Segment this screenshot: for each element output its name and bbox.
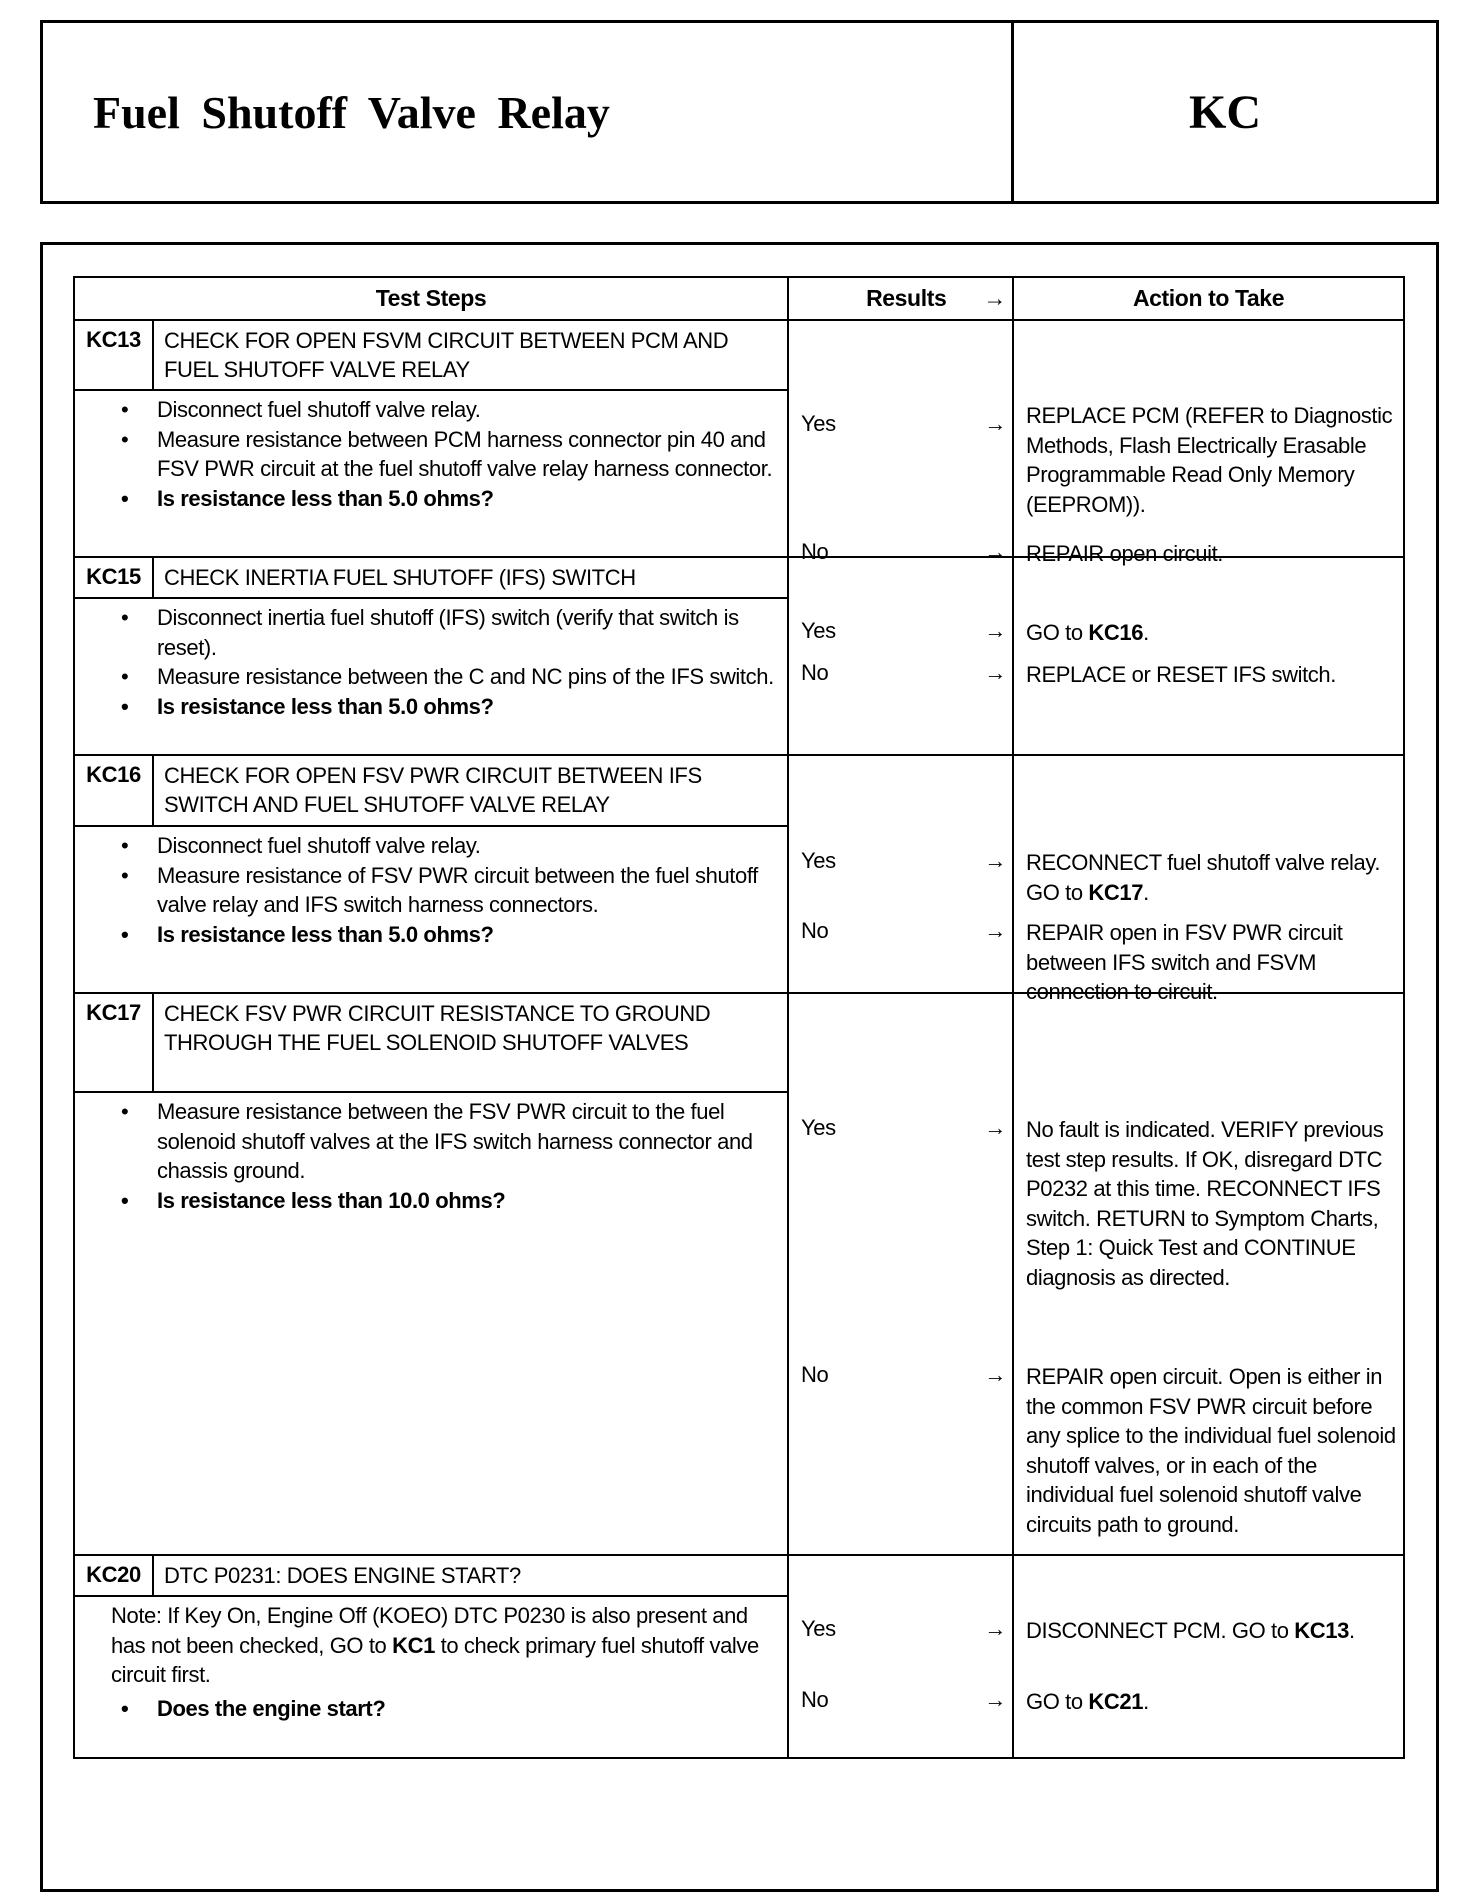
step-body <box>74 826 788 993</box>
result-label: No <box>801 1687 829 1712</box>
step-title-row <box>74 320 1404 390</box>
step-question: • Does the engine start? <box>119 1694 777 1724</box>
step-title: CHECK FSV PWR CIRCUIT RESISTANCE TO GROUND THROUGH THE FUEL SOLENOID SHUTOFF VALVES <box>153 993 788 1092</box>
action-suffix: . <box>1348 1618 1355 1643</box>
step-instruction: • Disconnect inertia fuel shutoff (IFS) switch (verify that switch is reset). <box>119 603 777 662</box>
table-header-row <box>74 277 1404 320</box>
result-label: Yes <box>801 411 836 436</box>
step-instruction: • Measure resistance between the FSV PWR circuit to the fuel solenoid shutoff valves at the IFS switch harness connector and chassis ground. <box>119 1097 777 1186</box>
result-no <box>801 918 1006 944</box>
arrow-right-icon: → <box>983 285 1007 311</box>
step-title: DTC P0231: DOES ENGINE START? <box>153 1555 788 1596</box>
result-yes <box>801 1616 1006 1642</box>
arrow-right-icon: → <box>984 1362 1007 1387</box>
result-label: Yes <box>801 618 836 643</box>
action-text <box>1026 401 1397 519</box>
step-title: CHECK FOR OPEN FSVM CIRCUIT BETWEEN PCM AND FUEL SHUTOFF VALVE RELAY <box>153 320 788 390</box>
page-header <box>40 20 1439 204</box>
header-results <box>788 277 1013 320</box>
step-title-row <box>74 1555 1404 1596</box>
action-cell <box>1013 993 1404 1555</box>
result-yes <box>801 618 1006 644</box>
result-label: Yes <box>801 848 836 873</box>
arrow-right-icon: → <box>984 1687 1007 1712</box>
result-no <box>801 660 1006 686</box>
action-label: GO to <box>1026 1689 1089 1714</box>
action-label: GO to <box>1026 620 1089 645</box>
step-title: CHECK FOR OPEN FSV PWR CIRCUIT BETWEEN IFS SWITCH AND FUEL SHUTOFF VALVE RELAY <box>153 755 788 826</box>
step-question: • Is resistance less than 5.0 ohms? <box>119 484 777 514</box>
action-label: DISCONNECT PCM. GO to <box>1026 1618 1295 1643</box>
results-cell <box>788 755 1013 993</box>
step-note <box>111 1601 777 1690</box>
step-title-row <box>74 755 1404 826</box>
action-text <box>1026 660 1397 690</box>
action-suffix: . <box>1143 620 1149 645</box>
section-code: KC <box>1189 85 1261 139</box>
diagnostic-table <box>73 276 1405 1759</box>
results-cell <box>788 557 1013 755</box>
results-cell <box>788 1555 1013 1758</box>
arrow-right-icon: → <box>984 848 1007 873</box>
action-suffix: . <box>1143 1689 1149 1714</box>
step-instruction: • Measure resistance between PCM harness connector pin 40 and FSV PWR circuit at the fuel shutoff valve relay harness connector. <box>119 425 777 484</box>
step-body <box>74 390 788 557</box>
action-text <box>1026 1362 1397 1539</box>
step-instruction: • Disconnect fuel shutoff valve relay. <box>119 395 777 425</box>
action-text <box>1026 848 1397 907</box>
arrow-right-icon: → <box>984 539 1007 564</box>
action-label: REPAIR open circuit. <box>1026 541 1224 566</box>
note-text: to check primary fuel shutoff valve circuit first. <box>111 1632 759 1687</box>
result-label: No <box>801 660 829 685</box>
step-question: • Is resistance less than 5.0 ohms? <box>119 692 777 722</box>
results-cell <box>788 320 1013 564</box>
arrow-right-icon: → <box>984 618 1007 643</box>
step-id: KC13 <box>74 320 153 390</box>
arrow-right-icon: → <box>984 918 1007 943</box>
header-results-label: Results <box>866 285 947 311</box>
action-label: REPAIR open in FSV PWR circuit between IFS switch and FSVM connection to circuit. <box>1026 920 1343 1004</box>
arrow-right-icon: → <box>984 411 1007 436</box>
step-reference: KC16 <box>1088 620 1144 645</box>
step-instruction: • Disconnect fuel shutoff valve relay. <box>119 831 777 861</box>
action-cell <box>1013 1555 1404 1758</box>
action-cell <box>1013 320 1404 566</box>
step-body <box>74 1596 788 1758</box>
action-label: REPLACE or RESET IFS switch. <box>1026 662 1336 687</box>
step-id: KC15 <box>74 557 153 598</box>
step-title-row <box>74 557 1404 598</box>
header-test-steps: Test Steps <box>74 277 788 320</box>
step-body <box>74 598 788 755</box>
page-title: Fuel Shutoff Valve Relay <box>43 23 1014 201</box>
arrow-right-icon: → <box>984 1616 1007 1641</box>
step-reference: KC1 <box>392 1632 435 1658</box>
arrow-right-icon: → <box>984 660 1007 685</box>
action-label: REPAIR open circuit. Open is either in the common FSV PWR circuit before any splice to the individual fuel solenoid shutoff valves, or in each of the individual fuel solenoid shutoff valve circuits path to ground. <box>1026 1364 1396 1537</box>
step-title-row <box>74 993 1404 1092</box>
results-cell <box>788 993 1013 1555</box>
step-id: KC16 <box>74 755 153 826</box>
arrow-right-icon: → <box>984 1115 1007 1140</box>
action-text <box>1026 1115 1397 1292</box>
action-label: RECONNECT fuel shutoff valve relay. GO to <box>1026 850 1381 905</box>
step-instruction: • Measure resistance between the C and NC pins of the IFS switch. <box>119 662 777 692</box>
step-id: KC20 <box>74 1555 153 1596</box>
step-reference: KC21 <box>1088 1689 1144 1714</box>
step-title: CHECK INERTIA FUEL SHUTOFF (IFS) SWITCH <box>153 557 788 598</box>
action-label: No fault is indicated. VERIFY previous test step results. If OK, disregard DTC P0232 at this time. RECONNECT IFS switch. RETURN to Symptom Charts, Step 1: Quick Test and CONTINUE diagnosis as directed. <box>1026 1117 1384 1290</box>
step-reference: KC17 <box>1088 879 1144 905</box>
result-label: Yes <box>801 1616 836 1641</box>
step-id: KC17 <box>74 993 153 1092</box>
result-label: No <box>801 1362 829 1387</box>
result-yes <box>801 411 1006 437</box>
action-text <box>1026 618 1397 648</box>
step-instruction: • Measure resistance of FSV PWR circuit between the fuel shutoff valve relay and IFS switch harness connectors. <box>119 861 777 920</box>
result-label: Yes <box>801 1115 836 1140</box>
note-text: Note: If Key On, Engine Off (KOEO) DTC P0230 is also present and has not been checked, GO to <box>111 1603 748 1658</box>
step-question: • Is resistance less than 5.0 ohms? <box>119 920 777 950</box>
result-no <box>801 1687 1006 1713</box>
step-question: • Is resistance less than 10.0 ohms? <box>119 1186 777 1216</box>
result-no <box>801 1362 1006 1388</box>
result-label: No <box>801 539 829 564</box>
step-reference: KC13 <box>1294 1618 1349 1643</box>
step-body <box>74 1092 788 1555</box>
action-cell <box>1013 755 1404 1004</box>
action-cell <box>1013 557 1404 755</box>
action-text <box>1026 1687 1397 1717</box>
result-label: No <box>801 918 829 943</box>
action-label: REPLACE PCM (REFER to Diagnostic Methods, Flash Electrically Erasable Programmable Read Only Memory (EEPROM)). <box>1026 403 1393 517</box>
result-yes <box>801 1115 1006 1141</box>
result-yes <box>801 848 1006 874</box>
header-action: Action to Take <box>1013 277 1404 320</box>
action-text <box>1026 1616 1397 1646</box>
action-suffix: . <box>1143 879 1149 905</box>
